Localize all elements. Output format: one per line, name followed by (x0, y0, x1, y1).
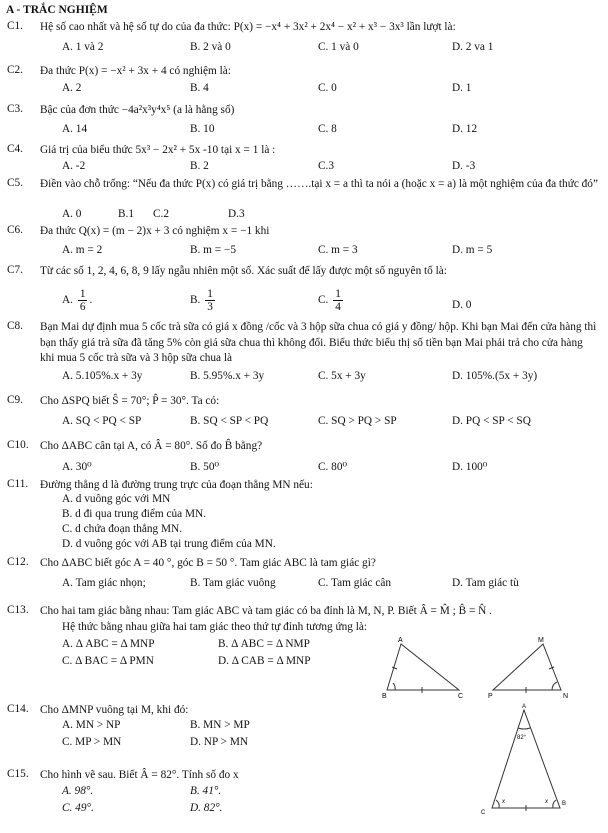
option-c[interactable]: C. SQ > PQ > SP (318, 415, 397, 427)
triangle-mpn (493, 644, 561, 693)
question-text: Cho ΔSPQ biết Ŝ = 70°; P̂ = 30°. Ta có: (40, 395, 220, 407)
isosceles-triangle-figure (476, 700, 572, 818)
option-a[interactable]: A. Δ ABC = Δ MNP (62, 638, 155, 650)
option-d[interactable]: D. 2 va 1 (452, 41, 494, 53)
question-text: Điền vào chỗ trống: “Nếu đa thức P(x) có giá trị bằng …….tại x = a thì ta nói a (hoặc x = a) là một nghiệm của đa thức đó” (40, 178, 598, 190)
option-c[interactable]: C. 5x + 3y (318, 370, 366, 382)
option-d[interactable]: D.3 (228, 208, 245, 220)
question-number: C7. (7, 264, 24, 276)
question-text: Cho hình vẽ sau. Biết Â = 82°. Tính số đo x (40, 769, 239, 781)
option-a[interactable]: A. MN > NP (62, 719, 121, 731)
question-text: Từ các số 1, 2, 4, 6, 8, 9 lấy ngẫu nhiên một số. Xác suất để lấy được một số nguyên tố là: (40, 265, 447, 277)
option-c[interactable]: C. Tam giác cân (318, 577, 392, 589)
option-b[interactable]: B. Δ ABC = Δ NMP (218, 638, 310, 650)
option-d[interactable]: D. 100⁰ (452, 461, 488, 473)
option-a[interactable]: A. d vuông góc với MN (62, 493, 171, 505)
triangle-abc-shape (387, 644, 459, 690)
option-a[interactable]: A. 5.105%.x + 3y (62, 370, 143, 382)
option-a[interactable]: A. 2 (62, 82, 82, 94)
option-d[interactable]: D. Tam giác tù (452, 577, 519, 589)
option-c[interactable]: C.2 (153, 208, 170, 220)
option-suffix: . (89, 294, 93, 307)
option-d[interactable]: D. 105%.(5x + 3y) (452, 370, 538, 382)
triangle-abc (492, 710, 560, 811)
denominator: 3 (207, 301, 213, 313)
option-d[interactable]: D. d vuông góc với AB tại trung điểm của MN. (62, 538, 276, 550)
option-b[interactable]: B. m = −5 (190, 244, 237, 256)
option-c[interactable]: C. m = 3 (318, 244, 358, 256)
numerator: 1 (79, 288, 86, 300)
option-a[interactable]: A. 14 (62, 123, 88, 135)
vertex-label-b: B (382, 693, 387, 698)
fraction (333, 288, 343, 313)
option-d[interactable]: D. 0 (452, 299, 472, 311)
option-b[interactable]: B. 50⁰ (190, 461, 220, 473)
vertex-label-n: N (563, 693, 569, 698)
fraction (205, 288, 215, 313)
angle-label-x-left: x (502, 799, 505, 805)
question-number: C15. (7, 768, 29, 780)
option-b[interactable]: B. SQ < SP < PQ (190, 415, 269, 427)
section-title: A - TRẮC NGHIỆM (6, 4, 108, 16)
angle-arc-b (553, 800, 556, 808)
option-a[interactable]: A. -2 (62, 160, 86, 172)
option-c[interactable]: C. Δ BAC = Δ PMN (62, 655, 154, 667)
question-text: Hệ số cao nhất và hệ số tự do của đa thức: P(x) = −x⁴ + 3x² + 2x⁴ − x² + x³ − 3x³ lần lượt là: (40, 21, 456, 33)
option-d[interactable]: D. m = 5 (452, 244, 493, 256)
option-a[interactable]: A. m = 2 (62, 244, 103, 256)
vertex-label-p: P (488, 693, 493, 698)
question-text: Cho hai tam giác bằng nhau: Tam giác ABC và tam giác có ba đỉnh là M, N, P. Biết Â = M̂ ; B̂ = N̂ . (40, 605, 492, 617)
option-c[interactable]: C. 1 và 0 (318, 41, 359, 53)
option-b[interactable]: B. 4 (190, 82, 209, 94)
vertex-label-a: A (398, 637, 403, 644)
option-d[interactable]: D. -3 (452, 160, 476, 172)
option-d[interactable]: D. Δ CAB = Δ MNP (218, 655, 311, 667)
option-b[interactable]: B. 41°. (190, 785, 222, 797)
option-a[interactable]: A. 1 và 2 (62, 41, 104, 53)
question-text: Đa thức Q(x) = (m − 2)x + 3 có nghiệm x = −1 khi (40, 225, 270, 237)
option-d[interactable]: D. 12 (452, 123, 478, 135)
angle-label-x-right: x (545, 799, 548, 805)
option-c[interactable]: C. 49°. (62, 802, 94, 814)
option-letter: C. (318, 294, 329, 307)
vertex-label-a: A (522, 704, 527, 710)
option-a[interactable]: A. 0 (62, 208, 82, 220)
vertex-label-c: C (458, 693, 464, 698)
option-c[interactable]: C. 80⁰ (318, 461, 348, 473)
triangle-abc-shape (492, 710, 560, 808)
option-b[interactable]: B. 10 (190, 123, 215, 135)
question-text: Bậc của đơn thức −4a²x³y⁴x⁵ (a là hằng số) (40, 104, 235, 116)
question-number: C9. (7, 394, 24, 406)
question-number: C2. (7, 64, 24, 76)
angle-arc (393, 683, 395, 690)
option-d[interactable]: D. 1 (452, 82, 472, 94)
option-b[interactable]: B.1 (118, 208, 135, 220)
angle-arc (552, 682, 557, 690)
option-c[interactable]: C. d chứa đoạn thẳng MN. (62, 523, 183, 535)
option-c[interactable]: C. 8 (318, 123, 337, 135)
question-text: Giá trị của biểu thức 5x³ − 2x² + 5x -10 tại x = 1 là : (40, 144, 276, 156)
option-c[interactable]: C.3 (318, 160, 335, 172)
question-number: C12. (7, 556, 29, 568)
question-text: Cho ΔMNP vuông tại M, khi đó: (40, 704, 189, 716)
numerator: 1 (335, 288, 341, 300)
question-number: C13. (7, 604, 29, 616)
triangle-mpn-shape (493, 644, 561, 690)
triangle-abc (387, 644, 459, 693)
question-text: Đường thẳng d là đường trung trực của đoạn thẳng MN nếu: (40, 479, 313, 491)
vertex-label-c: C (481, 810, 486, 816)
angle-arc-a (518, 728, 530, 729)
fraction (78, 288, 88, 313)
option-letter: A. (62, 294, 73, 307)
option-letter: B. (190, 294, 201, 307)
tick-mark (392, 667, 397, 669)
option-b[interactable]: B. 2 và 0 (190, 41, 231, 53)
option-b[interactable]: B. MN > MP (190, 719, 250, 731)
option-a[interactable] (62, 288, 92, 313)
question-number: C3. (7, 103, 24, 115)
question-number: C8. (7, 320, 24, 332)
option-b[interactable]: B. d đi qua trung điểm của MN. (62, 508, 207, 520)
question-subtext: Hệ thức bằng nhau giữa hai tam giác theo thứ tự đỉnh tương ứng là: (62, 621, 367, 633)
question-number: C6. (7, 224, 24, 236)
option-b[interactable]: B. 5.95%.x + 3y (190, 370, 265, 382)
congruent-triangles-figure (378, 634, 588, 698)
angle-arc-c (496, 800, 499, 808)
option-d[interactable]: D. PQ < SP < SQ (452, 415, 531, 427)
denominator: 6 (79, 301, 86, 313)
option-a[interactable]: A. 98°. (62, 785, 94, 797)
option-c[interactable]: C. 0 (318, 82, 337, 94)
option-a[interactable]: A. Tam giác nhọn; (62, 577, 146, 589)
option-a[interactable]: A. 30⁰ (62, 461, 92, 473)
question-text: Cho ΔABC cân tại A, có Â = 80°. Số đo B̂ bằng? (40, 440, 263, 452)
vertex-label-m: M (538, 637, 544, 644)
question-text: Đa thức P(x) = −x² + 3x + 4 có nghiệm là: (40, 65, 231, 77)
angle-label-a: 82° (517, 735, 527, 741)
question-number: C4. (7, 143, 24, 155)
tick-mark (549, 667, 554, 669)
question-number: C14. (7, 703, 29, 715)
numerator: 1 (207, 288, 213, 300)
option-b[interactable]: B. Tam giác vuông (190, 577, 276, 589)
question-number: C11. (7, 478, 29, 490)
vertex-label-b: B (562, 801, 567, 807)
question-number: C1. (7, 20, 24, 32)
option-b[interactable] (190, 288, 217, 313)
question-text: Bạn Mai dự định mua 5 cốc trà sữa có giá x đồng /cốc và 3 hộp sữa chua có giá y đồng/ hộp. Khi bạn Mai đến cửa hàng thì bạn thấy giá trà sữa đã tăng 5% còn giá sữa chua thì không đổi. Biểu thức biểu thị số tiền bạn Mai phải trả cho cửa hàng khi mua 5 cốc trà sữa và 3 hộp sữa chua là (40, 321, 597, 364)
option-d[interactable]: D. NP > MN (190, 736, 249, 748)
option-a[interactable]: A. SQ < PQ < SP (62, 415, 142, 427)
question-number: C10. (7, 439, 29, 451)
option-c[interactable]: C. MP > MN (62, 736, 122, 748)
option-c[interactable] (318, 288, 345, 313)
option-b[interactable]: B. 2 (190, 160, 209, 172)
option-d[interactable]: D. 82°. (190, 802, 223, 814)
denominator: 4 (335, 301, 341, 313)
question-number: C5. (7, 177, 24, 189)
question-text: Cho ΔABC biết góc A = 40 °, góc B = 50 °. Tam giác ABC là tam giác gì? (40, 557, 376, 569)
